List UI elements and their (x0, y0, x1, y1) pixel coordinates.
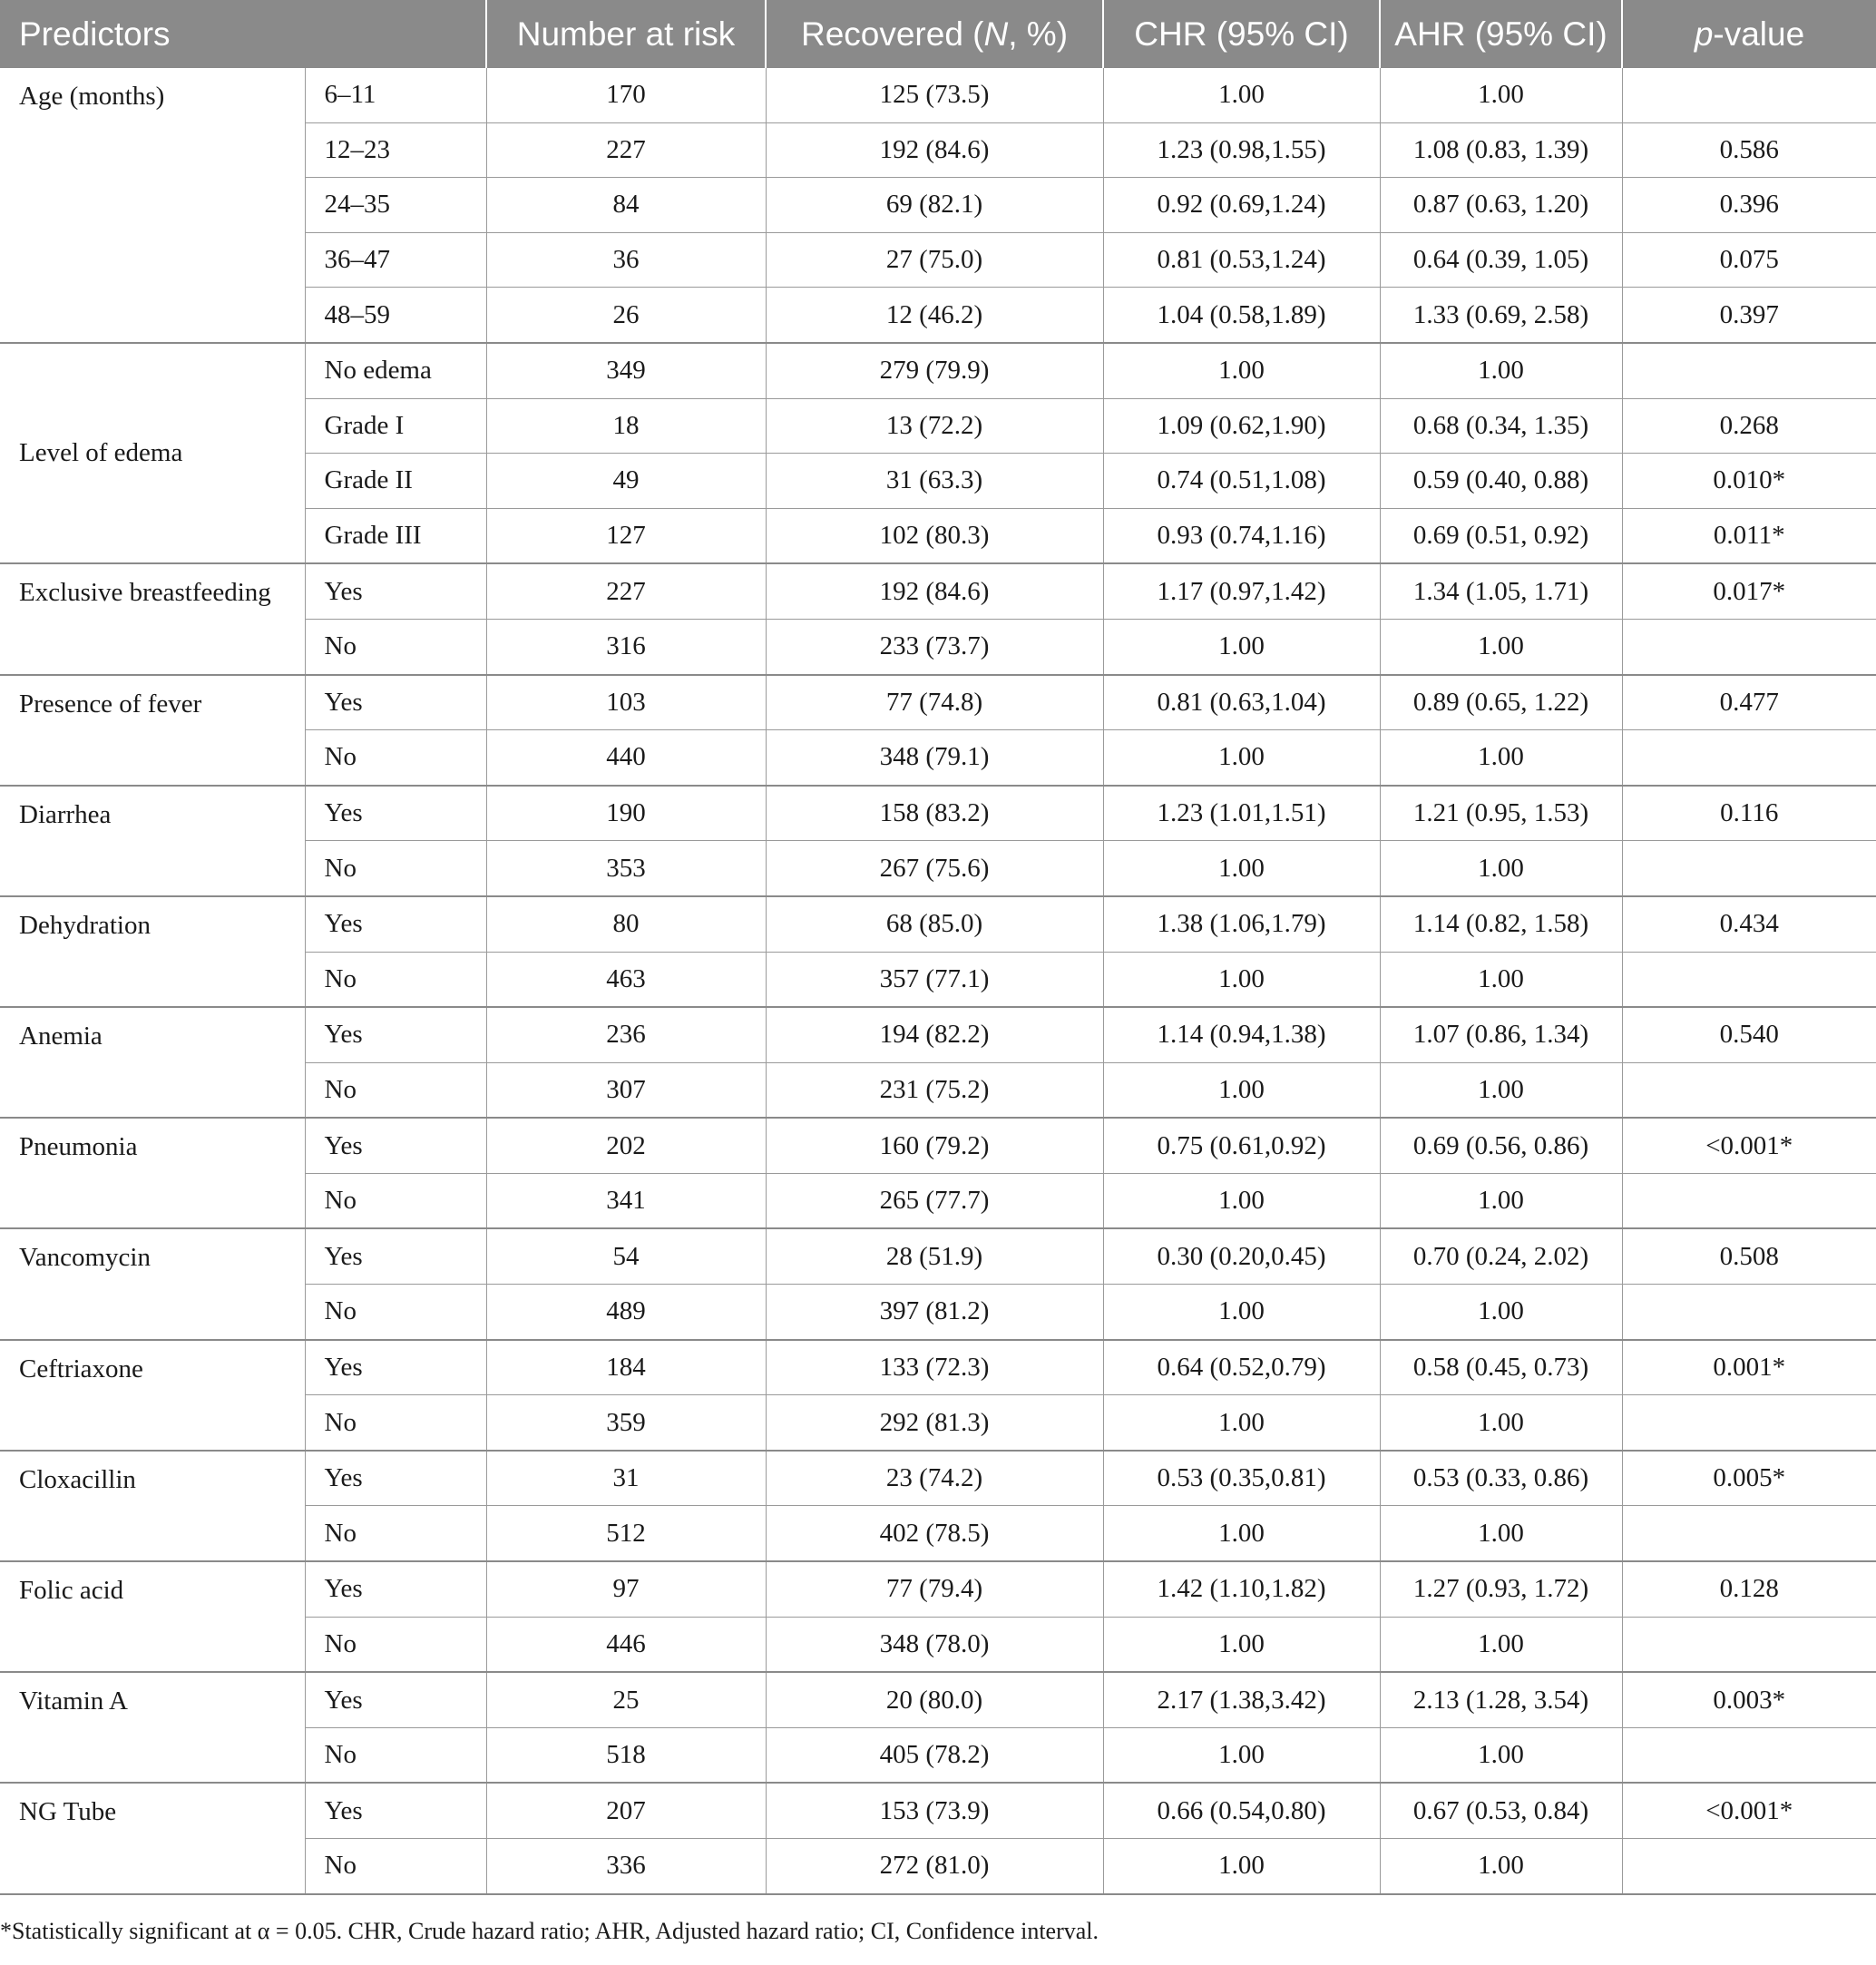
table-row (0, 1228, 1876, 1284)
ahr-cell: 1.33 (0.69, 2.58) (1380, 288, 1622, 343)
table-row (0, 896, 1876, 952)
p-value-cell (1622, 841, 1876, 896)
number-at-risk-cell: 18 (486, 398, 766, 454)
chr-cell: 1.23 (1.01,1.51) (1103, 786, 1380, 841)
number-at-risk-cell: 518 (486, 1727, 766, 1783)
ahr-cell: 1.34 (1.05, 1.71) (1380, 563, 1622, 619)
number-at-risk-cell: 341 (486, 1173, 766, 1228)
table-body (0, 68, 1876, 1894)
p-value-cell: 0.017* (1622, 563, 1876, 619)
chr-cell: 0.92 (0.69,1.24) (1103, 178, 1380, 233)
chr-cell: 0.53 (0.35,0.81) (1103, 1451, 1380, 1506)
p-value-cell (1622, 1727, 1876, 1783)
recovered-cell: 192 (84.6) (766, 563, 1103, 619)
level-cell: Yes (305, 896, 486, 952)
recovered-cell: 402 (78.5) (766, 1506, 1103, 1561)
chr-cell: 0.66 (0.54,0.80) (1103, 1783, 1380, 1838)
ahr-cell: 1.21 (0.95, 1.53) (1380, 786, 1622, 841)
number-at-risk-cell: 446 (486, 1617, 766, 1672)
p-value-cell: 0.005* (1622, 1451, 1876, 1506)
recovered-cell: 133 (72.3) (766, 1340, 1103, 1395)
chr-cell: 1.00 (1103, 1727, 1380, 1783)
table-row (0, 675, 1876, 730)
predictor-cell: Level of edema (0, 343, 305, 563)
level-cell: No (305, 619, 486, 674)
level-cell: Yes (305, 1672, 486, 1727)
level-cell: No (305, 1839, 486, 1894)
header-recovered (766, 0, 1103, 68)
p-value-cell: 0.128 (1622, 1561, 1876, 1617)
header-recovered-suffix: , %) (1008, 15, 1069, 53)
table-row (0, 343, 1876, 398)
chr-cell: 1.00 (1103, 1285, 1380, 1340)
predictor-cell: Cloxacillin (0, 1451, 305, 1561)
recovered-cell: 272 (81.0) (766, 1839, 1103, 1894)
p-value-cell: 0.586 (1622, 122, 1876, 178)
level-cell: No edema (305, 343, 486, 398)
header-row (0, 0, 1876, 68)
number-at-risk-cell: 489 (486, 1285, 766, 1340)
level-cell: Yes (305, 1451, 486, 1506)
level-cell: Yes (305, 1783, 486, 1838)
ahr-cell: 1.00 (1380, 1285, 1622, 1340)
p-value-cell: 0.434 (1622, 896, 1876, 952)
p-value-cell: 0.001* (1622, 1340, 1876, 1395)
number-at-risk-cell: 353 (486, 841, 766, 896)
header-p-italic: p (1694, 15, 1714, 53)
p-value-cell: 0.003* (1622, 1672, 1876, 1727)
predictor-cell: Vancomycin (0, 1228, 305, 1339)
number-at-risk-cell: 190 (486, 786, 766, 841)
level-cell: Yes (305, 1118, 486, 1173)
p-value-cell: 0.477 (1622, 675, 1876, 730)
ahr-cell: 1.14 (0.82, 1.58) (1380, 896, 1622, 952)
chr-cell: 1.00 (1103, 1506, 1380, 1561)
number-at-risk-cell: 316 (486, 619, 766, 674)
chr-cell: 1.42 (1.10,1.82) (1103, 1561, 1380, 1617)
level-cell: 48–59 (305, 288, 486, 343)
chr-cell: 2.17 (1.38,3.42) (1103, 1672, 1380, 1727)
chr-cell: 1.17 (0.97,1.42) (1103, 563, 1380, 619)
ahr-cell: 1.00 (1380, 68, 1622, 122)
header-chr: CHR (95% CI) (1103, 0, 1380, 68)
ahr-cell: 1.07 (0.86, 1.34) (1380, 1007, 1622, 1062)
recovered-cell: 160 (79.2) (766, 1118, 1103, 1173)
p-value-cell (1622, 1617, 1876, 1672)
number-at-risk-cell: 84 (486, 178, 766, 233)
header-p-suffix: -value (1713, 15, 1805, 53)
recovered-cell: 77 (74.8) (766, 675, 1103, 730)
recovered-cell: 233 (73.7) (766, 619, 1103, 674)
recovered-cell: 69 (82.1) (766, 178, 1103, 233)
number-at-risk-cell: 103 (486, 675, 766, 730)
number-at-risk-cell: 54 (486, 1228, 766, 1284)
ahr-cell: 1.00 (1380, 1617, 1622, 1672)
number-at-risk-cell: 36 (486, 232, 766, 288)
level-cell: No (305, 1727, 486, 1783)
ahr-cell: 0.67 (0.53, 0.84) (1380, 1783, 1622, 1838)
number-at-risk-cell: 31 (486, 1451, 766, 1506)
ahr-cell: 1.00 (1380, 619, 1622, 674)
ahr-cell: 0.70 (0.24, 2.02) (1380, 1228, 1622, 1284)
chr-cell: 1.00 (1103, 1173, 1380, 1228)
level-cell: Yes (305, 786, 486, 841)
ahr-cell: 2.13 (1.28, 3.54) (1380, 1672, 1622, 1727)
level-cell: No (305, 1395, 486, 1451)
level-cell: No (305, 1173, 486, 1228)
level-cell: Grade I (305, 398, 486, 454)
recovered-cell: 31 (63.3) (766, 454, 1103, 509)
number-at-risk-cell: 440 (486, 730, 766, 786)
predictor-cell: Diarrhea (0, 786, 305, 896)
header-recovered-prefix: Recovered ( (800, 15, 984, 53)
level-cell: 36–47 (305, 232, 486, 288)
recovered-cell: 348 (78.0) (766, 1617, 1103, 1672)
chr-cell: 1.09 (0.62,1.90) (1103, 398, 1380, 454)
level-cell: No (305, 952, 486, 1007)
number-at-risk-cell: 184 (486, 1340, 766, 1395)
predictor-cell: Pneumonia (0, 1118, 305, 1228)
p-value-cell (1622, 1506, 1876, 1561)
ahr-cell: 0.58 (0.45, 0.73) (1380, 1340, 1622, 1395)
ahr-cell: 0.68 (0.34, 1.35) (1380, 398, 1622, 454)
recovered-cell: 292 (81.3) (766, 1395, 1103, 1451)
chr-cell: 0.81 (0.63,1.04) (1103, 675, 1380, 730)
recovered-cell: 267 (75.6) (766, 841, 1103, 896)
ahr-cell: 0.69 (0.51, 0.92) (1380, 508, 1622, 563)
p-value-cell: 0.116 (1622, 786, 1876, 841)
p-value-cell: 0.011* (1622, 508, 1876, 563)
p-value-cell: 0.397 (1622, 288, 1876, 343)
table-row (0, 786, 1876, 841)
level-cell: Grade III (305, 508, 486, 563)
ahr-cell: 0.53 (0.33, 0.86) (1380, 1451, 1622, 1506)
number-at-risk-cell: 97 (486, 1561, 766, 1617)
number-at-risk-cell: 227 (486, 122, 766, 178)
level-cell: Yes (305, 1340, 486, 1395)
recovered-cell: 68 (85.0) (766, 896, 1103, 952)
level-cell: No (305, 1506, 486, 1561)
chr-cell: 1.23 (0.98,1.55) (1103, 122, 1380, 178)
number-at-risk-cell: 25 (486, 1672, 766, 1727)
recovered-cell: 102 (80.3) (766, 508, 1103, 563)
level-cell: Yes (305, 1007, 486, 1062)
recovered-cell: 28 (51.9) (766, 1228, 1103, 1284)
chr-cell: 0.64 (0.52,0.79) (1103, 1340, 1380, 1395)
recovered-cell: 125 (73.5) (766, 68, 1103, 122)
p-value-cell: 0.396 (1622, 178, 1876, 233)
level-cell: No (305, 1617, 486, 1672)
level-cell: No (305, 841, 486, 896)
ahr-cell: 1.08 (0.83, 1.39) (1380, 122, 1622, 178)
level-cell: 24–35 (305, 178, 486, 233)
level-cell: No (305, 1062, 486, 1118)
header-p-value (1622, 0, 1876, 68)
predictor-cell: Ceftriaxone (0, 1340, 305, 1451)
number-at-risk-cell: 26 (486, 288, 766, 343)
ahr-cell: 1.00 (1380, 1062, 1622, 1118)
ahr-cell: 1.00 (1380, 841, 1622, 896)
p-value-cell: <0.001* (1622, 1783, 1876, 1838)
number-at-risk-cell: 170 (486, 68, 766, 122)
level-cell: 6–11 (305, 68, 486, 122)
ahr-cell: 0.89 (0.65, 1.22) (1380, 675, 1622, 730)
p-value-cell (1622, 730, 1876, 786)
chr-cell: 1.00 (1103, 1062, 1380, 1118)
chr-cell: 1.14 (0.94,1.38) (1103, 1007, 1380, 1062)
table-row (0, 1118, 1876, 1173)
number-at-risk-cell: 127 (486, 508, 766, 563)
recovered-cell: 279 (79.9) (766, 343, 1103, 398)
level-cell: Yes (305, 1561, 486, 1617)
level-cell: Grade II (305, 454, 486, 509)
p-value-cell (1622, 952, 1876, 1007)
recovered-cell: 231 (75.2) (766, 1062, 1103, 1118)
chr-cell: 1.00 (1103, 841, 1380, 896)
level-cell: 12–23 (305, 122, 486, 178)
level-cell: No (305, 1285, 486, 1340)
number-at-risk-cell: 202 (486, 1118, 766, 1173)
table-row (0, 1672, 1876, 1727)
chr-cell: 0.81 (0.53,1.24) (1103, 232, 1380, 288)
p-value-cell: <0.001* (1622, 1118, 1876, 1173)
recovered-cell: 77 (79.4) (766, 1561, 1103, 1617)
number-at-risk-cell: 307 (486, 1062, 766, 1118)
ahr-cell: 1.00 (1380, 1839, 1622, 1894)
ahr-cell: 1.00 (1380, 730, 1622, 786)
p-value-cell: 0.508 (1622, 1228, 1876, 1284)
chr-cell: 1.38 (1.06,1.79) (1103, 896, 1380, 952)
ahr-cell: 0.69 (0.56, 0.86) (1380, 1118, 1622, 1173)
number-at-risk-cell: 359 (486, 1395, 766, 1451)
chr-cell: 1.00 (1103, 1395, 1380, 1451)
chr-cell: 1.00 (1103, 343, 1380, 398)
chr-cell: 1.00 (1103, 952, 1380, 1007)
level-cell: No (305, 730, 486, 786)
level-cell: Yes (305, 563, 486, 619)
recovered-cell: 348 (79.1) (766, 730, 1103, 786)
header-predictors: Predictors (0, 0, 486, 68)
ahr-cell: 0.59 (0.40, 0.88) (1380, 454, 1622, 509)
table-row (0, 1561, 1876, 1617)
level-cell: Yes (305, 675, 486, 730)
recovered-cell: 158 (83.2) (766, 786, 1103, 841)
number-at-risk-cell: 349 (486, 343, 766, 398)
p-value-cell (1622, 1173, 1876, 1228)
p-value-cell (1622, 1062, 1876, 1118)
chr-cell: 1.00 (1103, 1839, 1380, 1894)
number-at-risk-cell: 49 (486, 454, 766, 509)
number-at-risk-cell: 463 (486, 952, 766, 1007)
predictor-cell: Exclusive breastfeeding (0, 563, 305, 674)
ahr-cell: 0.87 (0.63, 1.20) (1380, 178, 1622, 233)
recovered-cell: 20 (80.0) (766, 1672, 1103, 1727)
table-row (0, 563, 1876, 619)
recovered-cell: 265 (77.7) (766, 1173, 1103, 1228)
predictor-cell: NG Tube (0, 1783, 305, 1893)
p-value-cell (1622, 1395, 1876, 1451)
chr-cell: 1.04 (0.58,1.89) (1103, 288, 1380, 343)
p-value-cell (1622, 68, 1876, 122)
p-value-cell: 0.010* (1622, 454, 1876, 509)
table-footnote: *Statistically significant at α = 0.05. CHR, Crude hazard ratio; AHR, Adjusted hazard ratio; CI, Confidence interval. (0, 1918, 1099, 1944)
p-value-cell (1622, 1839, 1876, 1894)
predictor-cell: Age (months) (0, 68, 305, 343)
p-value-cell (1622, 619, 1876, 674)
chr-cell: 1.00 (1103, 730, 1380, 786)
p-value-cell (1622, 343, 1876, 398)
chr-cell: 1.00 (1103, 619, 1380, 674)
table-row (0, 1783, 1876, 1838)
recovered-cell: 12 (46.2) (766, 288, 1103, 343)
p-value-cell: 0.268 (1622, 398, 1876, 454)
header-number-at-risk: Number at risk (486, 0, 766, 68)
ahr-cell: 1.00 (1380, 952, 1622, 1007)
table-row (0, 1451, 1876, 1506)
recovered-cell: 357 (77.1) (766, 952, 1103, 1007)
p-value-cell: 0.075 (1622, 232, 1876, 288)
ahr-cell: 1.00 (1380, 1506, 1622, 1561)
chr-cell: 1.00 (1103, 68, 1380, 122)
table-row (0, 1007, 1876, 1062)
recovered-cell: 405 (78.2) (766, 1727, 1103, 1783)
number-at-risk-cell: 207 (486, 1783, 766, 1838)
table-row (0, 1340, 1876, 1395)
number-at-risk-cell: 80 (486, 896, 766, 952)
ahr-cell: 1.00 (1380, 343, 1622, 398)
chr-cell: 0.74 (0.51,1.08) (1103, 454, 1380, 509)
predictor-cell: Dehydration (0, 896, 305, 1007)
p-value-cell (1622, 1285, 1876, 1340)
ahr-cell: 1.00 (1380, 1173, 1622, 1228)
recovered-cell: 23 (74.2) (766, 1451, 1103, 1506)
p-value-cell: 0.540 (1622, 1007, 1876, 1062)
chr-cell: 0.75 (0.61,0.92) (1103, 1118, 1380, 1173)
recovered-cell: 194 (82.2) (766, 1007, 1103, 1062)
header-recovered-n: N (983, 15, 1009, 53)
ahr-cell: 1.00 (1380, 1727, 1622, 1783)
recovered-cell: 397 (81.2) (766, 1285, 1103, 1340)
number-at-risk-cell: 512 (486, 1506, 766, 1561)
recovered-cell: 13 (72.2) (766, 398, 1103, 454)
table-row (0, 68, 1876, 122)
chr-cell: 0.30 (0.20,0.45) (1103, 1228, 1380, 1284)
number-at-risk-cell: 336 (486, 1839, 766, 1894)
level-cell: Yes (305, 1228, 486, 1284)
predictor-cell: Folic acid (0, 1561, 305, 1672)
recovered-cell: 27 (75.0) (766, 232, 1103, 288)
predictor-cell: Vitamin A (0, 1672, 305, 1783)
number-at-risk-cell: 236 (486, 1007, 766, 1062)
recovered-cell: 192 (84.6) (766, 122, 1103, 178)
chr-cell: 1.00 (1103, 1617, 1380, 1672)
recovered-cell: 153 (73.9) (766, 1783, 1103, 1838)
number-at-risk-cell: 227 (486, 563, 766, 619)
header-ahr: AHR (95% CI) (1380, 0, 1622, 68)
predictor-cell: Anemia (0, 1007, 305, 1118)
ahr-cell: 1.27 (0.93, 1.72) (1380, 1561, 1622, 1617)
chr-cell: 0.93 (0.74,1.16) (1103, 508, 1380, 563)
ahr-cell: 1.00 (1380, 1395, 1622, 1451)
predictor-cell: Presence of fever (0, 675, 305, 786)
ahr-cell: 0.64 (0.39, 1.05) (1380, 232, 1622, 288)
